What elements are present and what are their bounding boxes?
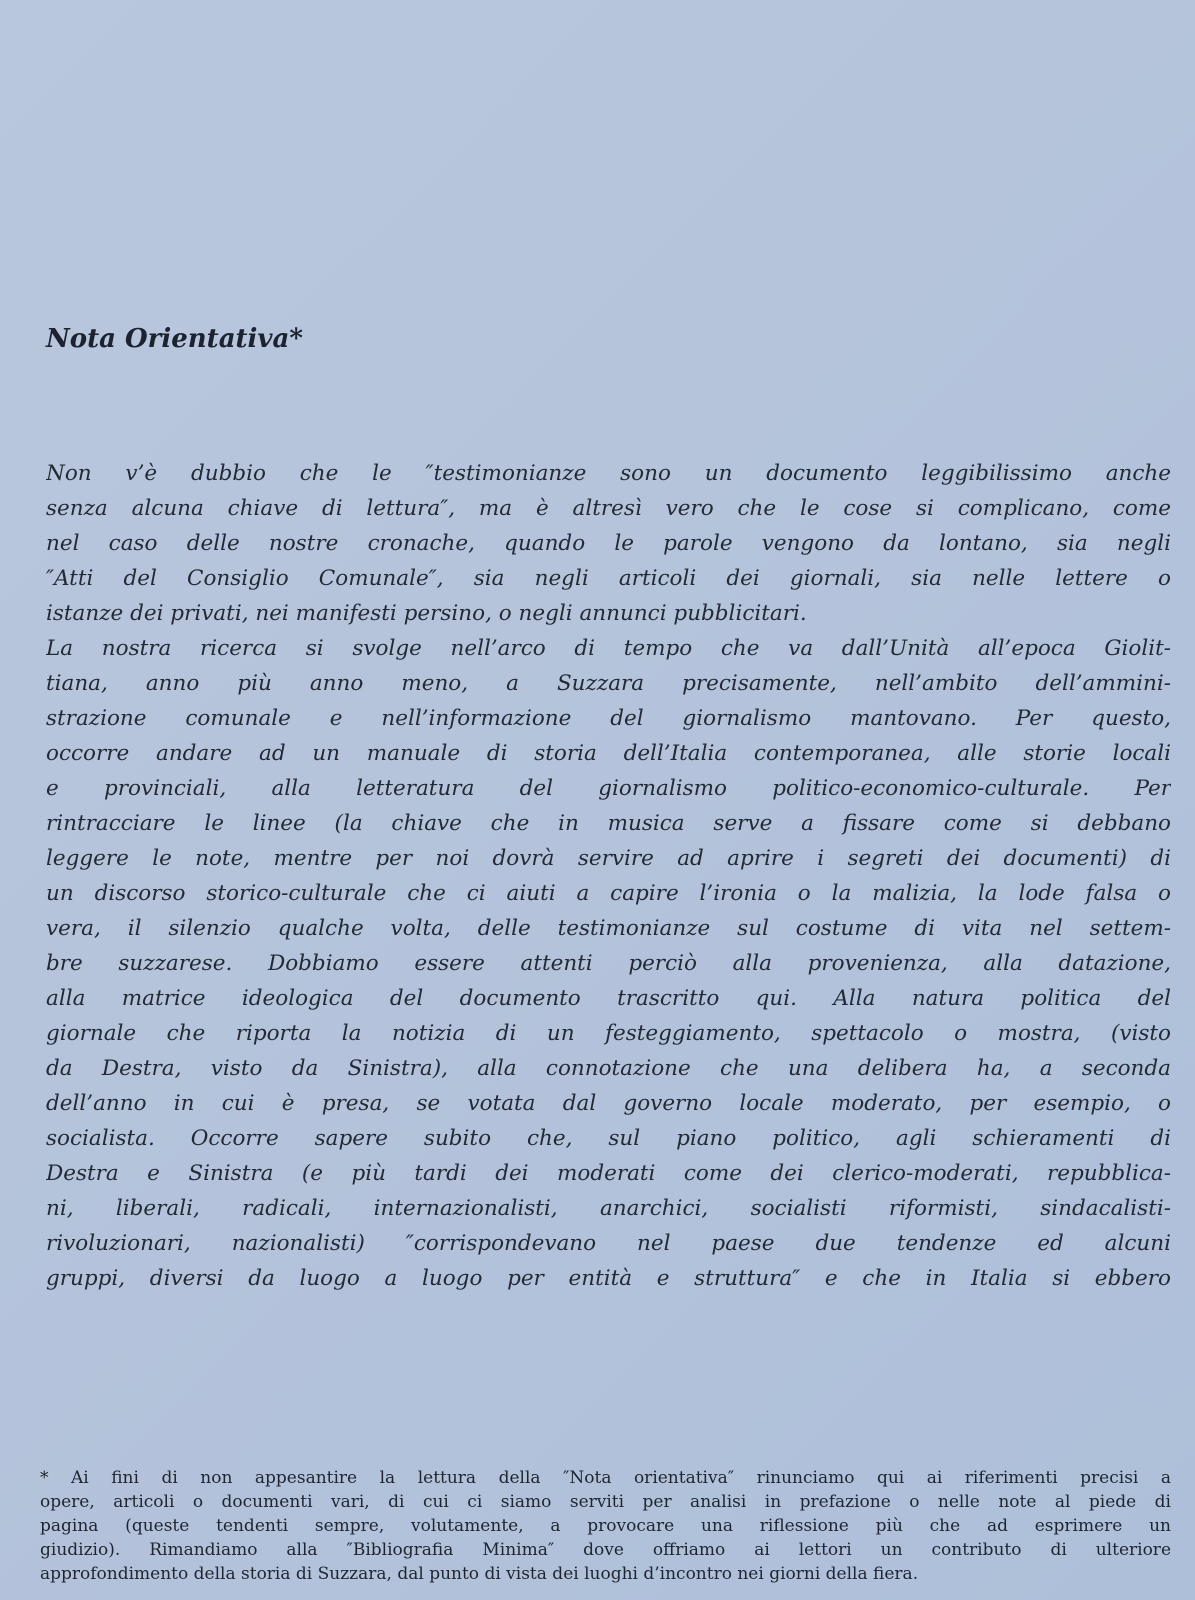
body-line: Non v’è dubbio che le ″testimonianze sono un documento leggibilissimo anche <box>46 461 1171 486</box>
body-line: un discorso storico-culturale che ci aiuti a capire l’ironia o la malizia, la lode falsa o <box>46 881 1171 906</box>
body-line: occorre andare ad un manuale di storia dell’Italia contemporanea, alle storie locali <box>46 741 1171 766</box>
body-line: socialista. Occorre sapere subito che, sul piano politico, agli schieramenti di <box>46 1126 1171 1151</box>
body-line: vera, il silenzio qualche volta, delle testimonianze sul costume di vita nel settem- <box>46 916 1171 941</box>
footnote-line: opere, articoli o documenti vari, di cui ci siamo serviti per analisi in prefazione o nelle note al piede di <box>40 1492 1171 1512</box>
footnote-line: * Ai fini di non appesantire la lettura della ″Nota orientativa″ rinunciamo qui ai riferimenti precisi a <box>40 1468 1171 1488</box>
body-line: strazione comunale e nell’informazione del giornalismo mantovano. Per questo, <box>46 706 1171 731</box>
body-line: senza alcuna chiave di lettura″, ma è altresì vero che le cose si complicano, come <box>46 496 1171 521</box>
body-line: giornale che riporta la notizia di un festeggiamento, spettacolo o mostra, (visto <box>46 1021 1171 1046</box>
footnote-line: approfondimento della storia di Suzzara, dal punto di vista dei luoghi d’incontro nei giorni della fiera. <box>40 1564 919 1584</box>
body-line: leggere le note, mentre per noi dovrà servire ad aprire i segreti dei documenti) di <box>46 846 1171 871</box>
body-line: istanze dei privati, nei manifesti persino, o negli annunci pubblicitari. <box>46 601 807 626</box>
body-line: La nostra ricerca si svolge nell’arco di tempo che va dall’Unità all’epoca Giolit- <box>46 636 1171 661</box>
body-line: rivoluzionari, nazionalisti) ″corrispondevano nel paese due tendenze ed alcuni <box>46 1231 1171 1256</box>
body-line: e provinciali, alla letteratura del giornalismo politico-economico-culturale. Per <box>46 776 1171 801</box>
body-line: ″Atti del Consiglio Comunale″, sia negli articoli dei giornali, sia nelle lettere o <box>46 566 1171 591</box>
body-line: gruppi, diversi da luogo a luogo per entità e struttura″ e che in Italia si ebbero <box>46 1266 1171 1291</box>
body-line: bre suzzarese. Dobbiamo essere attenti perciò alla provenienza, alla datazione, <box>46 951 1171 976</box>
body-line: da Destra, visto da Sinistra), alla connotazione che una delibera ha, a seconda <box>46 1056 1171 1081</box>
body-line: rintracciare le linee (la chiave che in musica serve a fissare come si debbano <box>46 811 1171 836</box>
body-line: nel caso delle nostre cronache, quando le parole vengono da lontano, sia negli <box>46 531 1171 556</box>
body-line: tiana, anno più anno meno, a Suzzara precisamente, nell’ambito dell’ammini- <box>46 671 1171 696</box>
body-line: ni, liberali, radicali, internazionalisti, anarchici, socialisti riformisti, sindacalisti- <box>46 1196 1171 1221</box>
footnote-line: giudizio). Rimandiamo alla ″Bibliografia Minima″ dove offriamo ai lettori un contributo di ulteriore <box>40 1540 1171 1560</box>
footnote-line: pagina (queste tendenti sempre, volutamente, a provocare una riflessione più che ad esprimere un <box>40 1516 1171 1536</box>
footnote <box>40 1466 1171 1586</box>
body-text <box>46 456 1171 1296</box>
page-title: Nota Orientativa* <box>46 324 303 354</box>
body-line: dell’anno in cui è presa, se votata dal governo locale moderato, per esempio, o <box>46 1091 1171 1116</box>
body-line: Destra e Sinistra (e più tardi dei moderati come dei clerico-moderati, repubblica- <box>46 1161 1171 1186</box>
body-line: alla matrice ideologica del documento trascritto qui. Alla natura politica del <box>46 986 1171 1011</box>
